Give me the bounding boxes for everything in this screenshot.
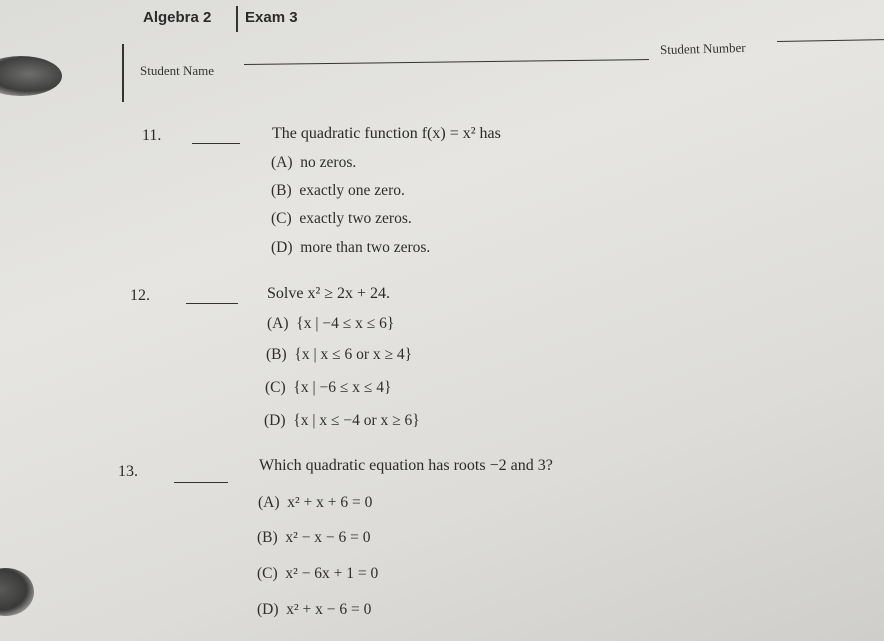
student-name-label: Student Name (140, 63, 215, 78)
option-text: x² − x − 6 = 0 (285, 529, 371, 546)
option-text: exactly two zeros. (299, 210, 412, 227)
student-number-label: Student Number (659, 39, 746, 58)
question-13-number: 13. (118, 463, 138, 480)
question-13-stem: Which quadratic equation has roots −2 and 3? (259, 457, 553, 474)
option-text: no zeros. (300, 154, 357, 171)
question-11-option-d[interactable] (271, 239, 430, 257)
option-letter: (A) (271, 154, 293, 171)
option-letter: (C) (265, 379, 286, 396)
option-text: x² + x + 6 = 0 (287, 494, 373, 511)
question-13-option-c[interactable] (257, 565, 378, 583)
question-11-answer-blank[interactable] (192, 143, 240, 144)
option-text: {x | x ≤ −4 or x ≥ 6} (293, 412, 420, 429)
question-13-option-d[interactable] (257, 601, 371, 619)
option-letter: (C) (257, 565, 278, 582)
option-letter: (D) (271, 239, 293, 256)
option-letter: (A) (267, 315, 289, 332)
binder-ring-bottom-icon (0, 568, 34, 616)
option-letter: (D) (264, 412, 286, 429)
question-11-number: 11. (142, 127, 162, 144)
question-11-option-c[interactable] (271, 210, 412, 228)
exam-title: Exam 3 (245, 9, 298, 26)
question-11-stem: The quadratic function f(x) = x² has (272, 125, 501, 142)
option-text: {x | −6 ≤ x ≤ 4} (293, 379, 392, 396)
question-12-option-b[interactable] (266, 346, 412, 364)
question-12-option-d[interactable] (264, 412, 420, 430)
student-name-field[interactable] (244, 59, 649, 65)
question-11-option-b[interactable] (271, 182, 405, 200)
option-text: x² − 6x + 1 = 0 (285, 565, 379, 582)
question-13-option-b[interactable] (257, 529, 371, 547)
option-letter: (B) (271, 182, 292, 199)
option-text: more than two zeros. (300, 239, 431, 256)
option-letter: (B) (257, 529, 278, 546)
option-text: exactly one zero. (299, 182, 405, 199)
option-text: x² + x − 6 = 0 (286, 601, 372, 618)
binder-ring-top-icon (0, 56, 62, 96)
course-title: Algebra 2 (143, 9, 212, 26)
option-letter: (C) (271, 210, 292, 227)
question-12-number: 12. (130, 287, 150, 304)
question-13-option-a[interactable] (258, 494, 372, 512)
question-11-option-a[interactable] (271, 154, 356, 172)
header-divider (236, 6, 238, 32)
option-text: {x | −4 ≤ x ≤ 6} (296, 315, 395, 332)
option-text: {x | x ≤ 6 or x ≥ 4} (294, 346, 413, 363)
option-letter: (B) (266, 346, 287, 363)
option-letter: (D) (257, 601, 279, 618)
student-number-field[interactable] (777, 39, 884, 42)
option-letter: (A) (258, 494, 280, 511)
question-12-option-c[interactable] (265, 379, 391, 397)
margin-line (122, 44, 124, 102)
question-12-stem: Solve x² ≥ 2x + 24. (267, 285, 391, 302)
question-12-answer-blank[interactable] (186, 303, 238, 304)
question-12-option-a[interactable] (267, 315, 394, 333)
question-13-answer-blank[interactable] (174, 482, 228, 483)
